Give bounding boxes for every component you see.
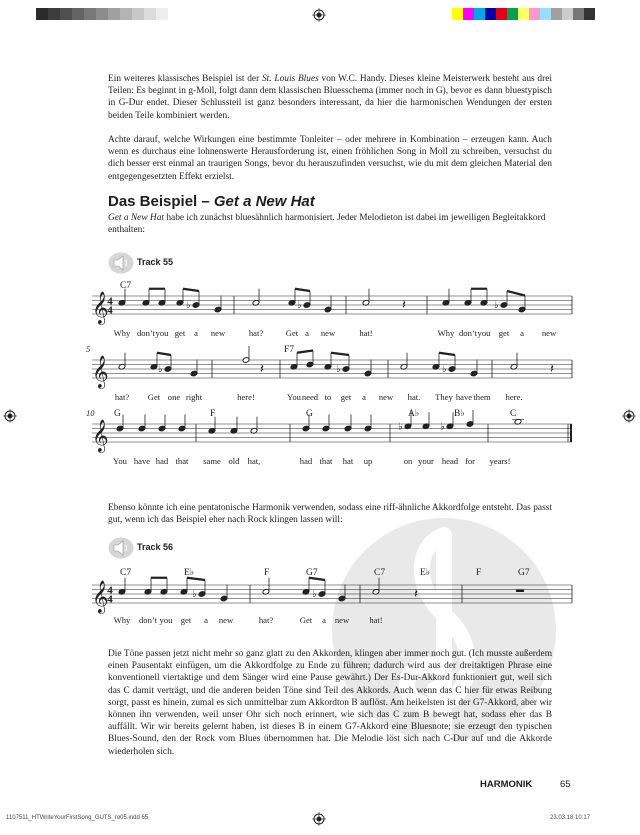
lyric: hat? xyxy=(258,615,274,625)
lyric: you xyxy=(477,328,491,338)
treble-clef: 𝄞 xyxy=(92,421,109,452)
lyric: Get xyxy=(299,615,313,625)
time-signature-bottom: 4 xyxy=(107,304,113,317)
lyric: for xyxy=(464,456,476,466)
quarter-rest: 𝄽 xyxy=(414,586,418,601)
lyric: a xyxy=(194,328,198,338)
lyric: get xyxy=(340,392,352,402)
chord-symbol: G7 xyxy=(306,568,318,578)
beam xyxy=(183,289,199,291)
chord-symbol: G7 xyxy=(518,568,530,578)
color-swatch xyxy=(529,8,540,20)
speaker-icon xyxy=(108,537,134,559)
lyric: don’t xyxy=(139,615,157,625)
lyric: They xyxy=(435,392,453,402)
lyric: hat! xyxy=(369,615,383,625)
chord-symbol: C xyxy=(510,409,517,419)
lyric: had xyxy=(155,456,169,466)
registration-mark-top xyxy=(312,8,326,22)
lyric: Why xyxy=(113,615,131,625)
color-swatch xyxy=(540,8,551,20)
beam xyxy=(331,353,349,355)
time-signature-top: 4 xyxy=(107,584,113,597)
lyric: up xyxy=(363,456,373,466)
color-swatch xyxy=(551,8,562,20)
grayscale-calibration-bar xyxy=(36,8,168,20)
flat-sign: ♭ xyxy=(442,364,447,375)
lyric: get xyxy=(180,615,192,625)
lyric: new xyxy=(541,328,557,338)
time-signature-top: 4 xyxy=(107,295,113,308)
section-heading: Das Beispiel – Get a New Hat xyxy=(108,193,315,210)
chord-symbol: F xyxy=(264,568,270,578)
lyric: don’t xyxy=(459,328,477,338)
lyric: have xyxy=(455,392,473,402)
lyric: Why xyxy=(113,328,131,338)
chord-symbol: F7 xyxy=(284,345,295,355)
flat-sign: ♭ xyxy=(398,421,403,433)
lyric: you xyxy=(159,615,173,625)
beam xyxy=(187,578,205,580)
chord-symbol: F xyxy=(476,568,482,578)
chord-symbol: E♭ xyxy=(420,568,431,578)
gray-swatch xyxy=(156,8,168,20)
quarter-rest: 𝄽 xyxy=(260,361,264,376)
lyric: a xyxy=(305,328,309,338)
final-paragraph: Die Töne passen jetzt nicht mehr so ganz glatt zu den Akkorden, klingen aber immer noch gut. (Ich musste außerdem einen Pausentakt einfügen, um die Akkordfolge zu Ende zu führen; dadurch wird aus der dreitaktigen Phrase eine konventionell viertaktige und dem Sänger wird eine Pause gewährt.) Der Es-Dur-Akkord funktioniert gut, weil sich das C damit verträgt, und die anderen beiden Töne sind Teil des Akkords. Auch wenn das C hier für etwas Reibung sorgt, passt es hinein, zumal es sich unmittelbar zum Akkordton B auflöst. Am heikelsten ist der G7-Akkord, aber wir können ihn verwenden, weil unser Ohr sich noch erinnert, wie sich das C zum B bewegt hat, sodass eher das B auffällt. Wir wir bereits gelernt haben, ist dieses B in einem G7-Akkord eine Bluesnote; sie erzeugt den typischen Blues-Sound, den der Rock vom Blues übernommen hat. Die Melodie löst sich nach C-Dur auf und die Akkorde wiederholen sich. xyxy=(108,649,552,757)
lyric: new xyxy=(218,615,234,625)
lyric: you xyxy=(155,328,169,338)
gray-swatch xyxy=(120,8,132,20)
quarter-rest: 𝄽 xyxy=(402,297,406,312)
page-number: 65 xyxy=(560,779,571,790)
section-intro: Get a New Hat habe ich zunächst bluesähnlich harmonisiert. Jeder Melodieton ist dabei im jeweiligen Begleitakkord enthalten: xyxy=(108,213,546,236)
lyric: hat xyxy=(342,456,354,466)
lyric: old xyxy=(228,456,240,466)
score-get-a-new-hat-rock xyxy=(84,563,574,633)
lyric: need xyxy=(301,392,319,402)
beam xyxy=(507,291,525,296)
color-swatch xyxy=(474,8,485,20)
chord-symbol: C7 xyxy=(120,281,132,291)
chord-symbol: G xyxy=(114,409,121,419)
lyric: a xyxy=(520,328,524,338)
lyric: You xyxy=(287,392,301,402)
whole-rest xyxy=(516,590,524,593)
chord-symbol: G xyxy=(306,409,313,419)
color-swatch xyxy=(584,8,595,20)
quarter-rest: 𝄽 xyxy=(550,361,554,376)
chord-symbol: F xyxy=(210,409,216,419)
lyric: new xyxy=(378,392,394,402)
lyric: Get xyxy=(147,392,161,402)
gray-swatch xyxy=(84,8,96,20)
beam xyxy=(439,353,455,355)
lyric: here. xyxy=(505,392,523,402)
color-swatch xyxy=(496,8,507,20)
lyric: don’t xyxy=(137,328,155,338)
lyric: hat? xyxy=(114,392,130,402)
beam xyxy=(295,289,310,291)
treble-clef: 𝄞 xyxy=(92,293,109,324)
treble-clef: 𝄞 xyxy=(92,357,109,388)
intro-paragraph-2: Achte darauf, welche Wirkungen eine bestimmte Tonleiter – oder mehrere in Kombination – erzeugen kann. Auch wenn es durchaus eine lohnenswerte Herausforderung ist, einen fröhlichen Song in Moll zu schreiben, versuchst du dich besser erst einmal an traurigen Songs, bevor du herauszufinden versuchst, wie du mit dem gleichen Material den entgegengesetzten Effekt erzielst. xyxy=(108,135,552,182)
lyric: get xyxy=(498,328,510,338)
time-signature-bottom: 4 xyxy=(107,593,113,606)
lyric: hat. xyxy=(407,392,421,402)
registration-mark-bottom xyxy=(312,812,326,826)
flat-sign: ♭ xyxy=(192,589,197,600)
chord-symbol: C7 xyxy=(120,568,132,578)
score-get-a-new-hat-blues xyxy=(84,276,574,476)
color-swatch xyxy=(485,8,496,20)
color-swatch xyxy=(507,8,518,20)
lyric: one xyxy=(167,392,181,402)
lyric: that xyxy=(175,456,189,466)
lyric: Get xyxy=(285,328,299,338)
flat-sign: ♭ xyxy=(494,300,499,311)
gray-swatch xyxy=(60,8,72,20)
lyric: them xyxy=(473,392,491,402)
speaker-icon xyxy=(108,252,134,274)
color-swatch xyxy=(518,8,529,20)
lyric: had xyxy=(299,456,313,466)
lyric: your xyxy=(418,456,434,466)
lyric: on xyxy=(403,456,413,466)
lyric: here! xyxy=(237,392,255,402)
bar-number: 10 xyxy=(86,408,95,418)
lyric: new xyxy=(320,328,336,338)
lyric: a xyxy=(322,615,326,625)
color-calibration-bar xyxy=(452,8,595,20)
track-56-badge[interactable] xyxy=(108,537,198,561)
pentatonic-paragraph: Ebenso könnte ich eine pentatonische Harmonik verwenden, sodass eine riff-ähnliche Akkordfolge entsteht. Das passt gut, wenn ich das Beispiel eher nach Rock klingen lassen will: xyxy=(108,503,552,526)
lyric: Why xyxy=(437,328,455,338)
lyric: hat? xyxy=(248,328,264,338)
track-label: Track 55 xyxy=(137,257,174,267)
gray-swatch xyxy=(96,8,108,20)
track-label: Track 56 xyxy=(137,542,174,552)
gray-swatch xyxy=(108,8,120,20)
flat-sign: ♭ xyxy=(312,589,317,600)
flat-sign: ♭ xyxy=(440,421,445,433)
slug-date: 23.03.18 10:17 xyxy=(550,815,591,821)
chord-symbol: E♭ xyxy=(184,568,195,578)
chord-symbol: C7 xyxy=(374,568,386,578)
slug-filename: 1107511_HTWriteYourFirstSong_GUTS_ro05.indd 65 xyxy=(6,815,149,821)
track-55-badge[interactable] xyxy=(108,252,198,276)
beam xyxy=(157,353,171,355)
lyric: years! xyxy=(489,456,511,466)
flat-sign: ♭ xyxy=(336,364,341,375)
lyric: same xyxy=(203,456,221,466)
lyric: a xyxy=(204,615,208,625)
lyric: new xyxy=(210,328,226,338)
color-swatch xyxy=(562,8,573,20)
gray-swatch xyxy=(72,8,84,20)
flat-sign: ♭ xyxy=(186,300,191,311)
color-swatch xyxy=(573,8,584,20)
lyric: You xyxy=(113,456,127,466)
flat-sign: ♭ xyxy=(297,300,302,311)
color-swatch xyxy=(452,8,463,20)
beam xyxy=(297,351,313,353)
footer-section: HARMONIK xyxy=(480,779,533,790)
registration-mark-left xyxy=(3,409,17,423)
chord-symbol: A♭ xyxy=(408,409,420,419)
lyric: hat! xyxy=(359,328,373,338)
lyric: that xyxy=(319,456,333,466)
gray-swatch xyxy=(36,8,48,20)
lyric: to xyxy=(324,392,332,402)
beam xyxy=(309,578,325,580)
treble-clef: 𝄞 xyxy=(92,582,109,613)
lyric: hat, xyxy=(247,456,261,466)
gray-swatch xyxy=(48,8,60,20)
lyric: get xyxy=(174,328,186,338)
lyric: head xyxy=(441,456,459,466)
bar-number: 5 xyxy=(86,344,91,354)
gray-swatch xyxy=(144,8,156,20)
flat-sign: ♭ xyxy=(158,364,163,375)
lyric: a xyxy=(362,392,366,402)
lyric: right xyxy=(185,392,203,402)
chord-symbol: B♭ xyxy=(454,409,465,419)
lyric: have xyxy=(133,456,151,466)
intro-paragraph-1: Ein weiteres klassisches Beispiel ist der St. Louis Blues von W.C. Handy. Dieses kleine Meisterwerk besteht aus drei Teilen: Es beginnt in g-Moll, folgt dann dem klassischen Bluesschema (immer noch in G), bevor es dann bluestypisch in G-Dur endet. Dieser Schlussteil ist ganz besonders interessant, da hier die harmonischen Wendungen der ersten beiden Teile kombiniert werden. xyxy=(108,74,552,121)
color-swatch xyxy=(463,8,474,20)
registration-mark-right xyxy=(622,409,636,423)
lyric: new xyxy=(334,615,350,625)
gray-swatch xyxy=(132,8,144,20)
